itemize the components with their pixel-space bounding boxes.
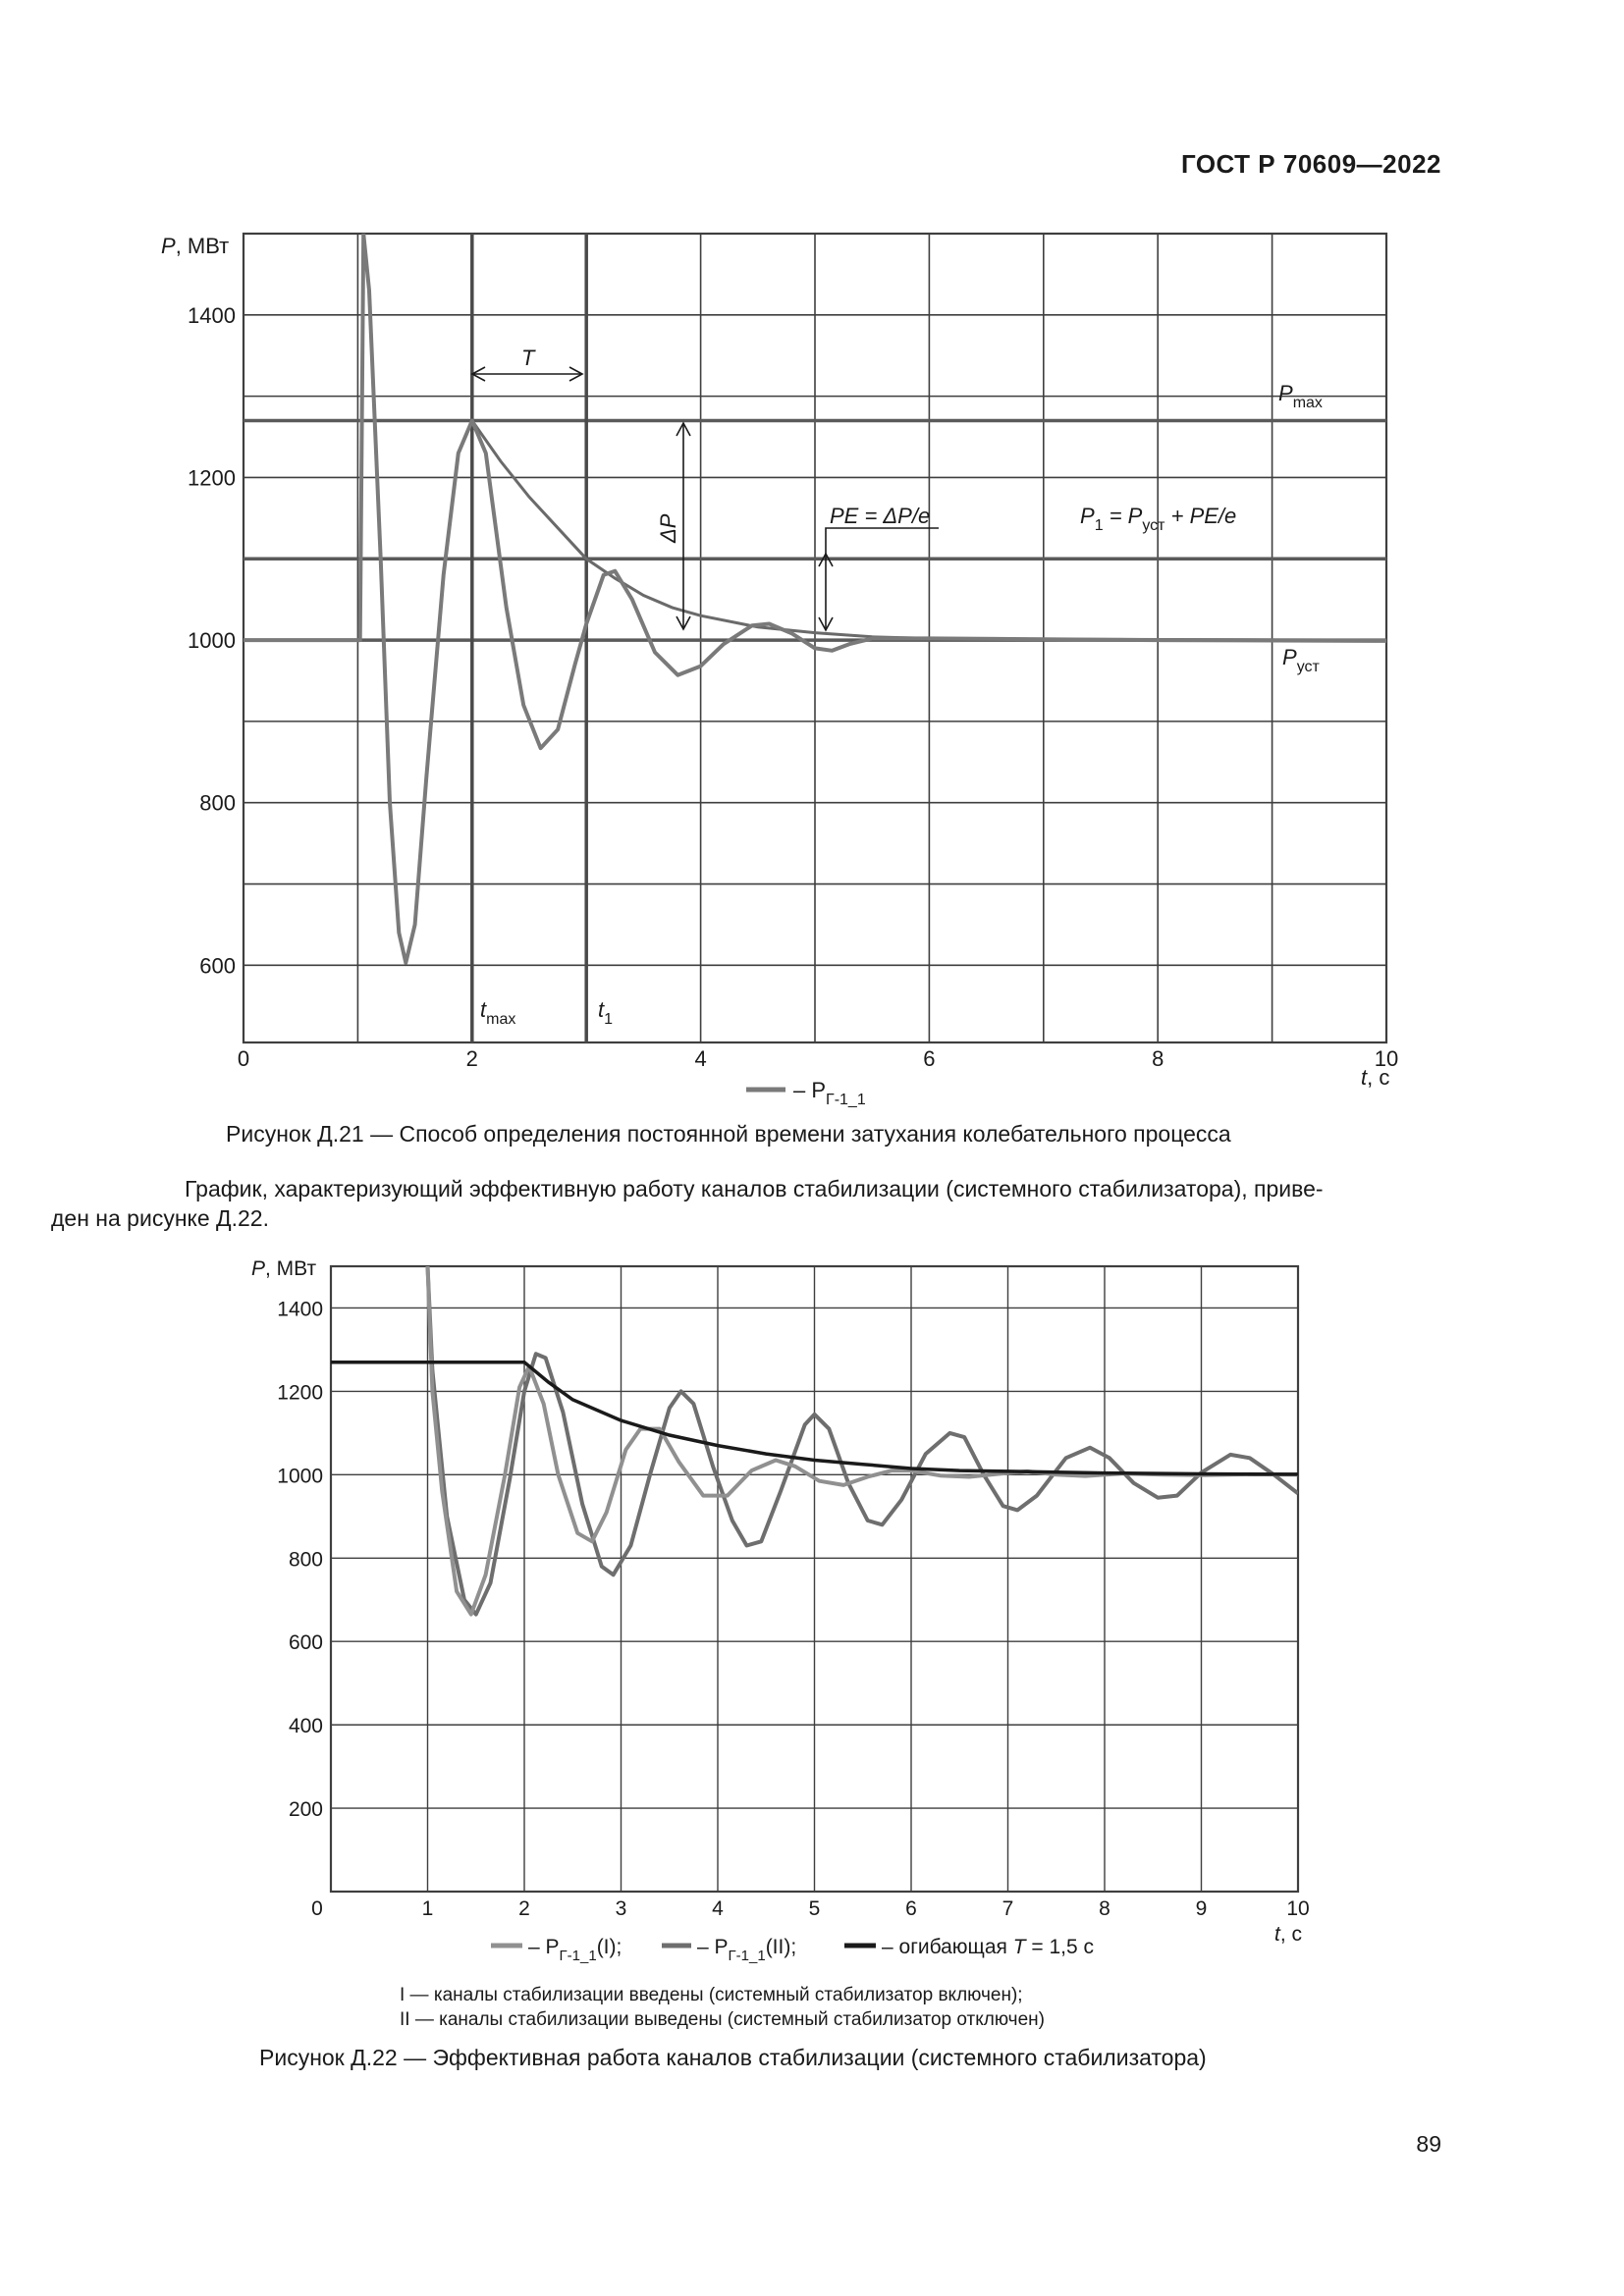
pust-label: $P_{уст}$ [1282,645,1320,675]
chart2-y-tick-label: 800 [288,1548,323,1572]
chart2-legend [491,1936,1094,1964]
pmax-label: $P_{max}$ [1278,381,1323,411]
series-i-curve [428,1266,1299,1615]
figure-d22-chart [0,1237,1624,1983]
legend-label-series-ii: – $P_{Г-1\_1}(II)$; [697,1936,797,1964]
figure-d21-chart [0,0,1624,1119]
chart2-y-tick-label: 600 [288,1631,323,1655]
chart1-y-tick-label: 1200 [188,465,236,491]
chart2-y-tick-label: 400 [288,1715,323,1738]
chart2-x-tick-label: 8 [1099,1897,1110,1920]
chart2-x-tick-label: 3 [615,1897,627,1920]
t-period-label: T [521,346,535,370]
chart2-x-tick-label: 1 [421,1897,434,1920]
pe-arrow [819,528,939,630]
chart2-x-tick-label: 10 [1286,1897,1310,1920]
chart1-y-tick-label: 1000 [188,628,236,654]
chart2-x-tick-label: 9 [1195,1897,1208,1920]
p1-formula-label: $P_1 = P_{уст} + PE/e$ [1080,504,1237,534]
chart1-x-tick-label: 0 [237,1046,250,1071]
standard-designation: ГОСТ Р 70609—2022 [1180,149,1441,179]
legend-label-series-i: – $P_{Г-1\_1}(I)$; [528,1936,623,1964]
chart1-x-tick-label: 8 [1152,1046,1164,1071]
delta-p-label: ΔP [656,513,680,543]
tmax-label: $t_{max}$ [480,997,516,1028]
chart1-y-tick-label: 600 [199,953,236,979]
chart2-x-tick-label: 0 [311,1897,323,1920]
chart2-y-axis-title: P, МВт [251,1257,317,1280]
body-paragraph [51,1174,1443,1233]
series-ii-curve [428,1266,1299,1615]
chart2-x-axis-title: t, с [1274,1923,1303,1946]
pe-formula-label: PE = ΔP/e [830,504,931,528]
chart2-y-tick-label: 1200 [277,1381,323,1405]
chart1-legend-label: – $P_{Г-1\_1}$ [793,1078,866,1108]
note-line-ii: II — каналы стабилизации выведены (системный стабилизатор отключен) [400,2009,1045,2030]
legend-label-envelope: – огибающая T = 1,5 с [882,1936,1095,1958]
chart2-x-tick-label: 4 [712,1897,724,1920]
t1-label: $t_1$ [598,997,614,1028]
paragraph-line-1: График, характеризующий эффективную работу каналов стабилизации (системного стабилизатора), приве- [185,1176,1324,1201]
chart1-y-tick-label: 1400 [188,302,236,328]
chart2-y-tick-label: 1000 [277,1465,323,1488]
note-line-i: I — каналы стабилизации введены (системный стабилизатор включен); [400,1985,1023,2005]
chart2-x-tick-label: 5 [808,1897,821,1920]
chart1-y-axis-title: P, МВт [161,234,230,258]
chart2-y-tick-label: 1400 [277,1298,323,1321]
page-number: 89 [1416,2131,1441,2157]
figure-d21-caption: Рисунок Д.21 — Способ определения постоянной времени затухания колебательного процесса [226,1121,1231,1147]
chart1-tick-labels [188,303,1398,1071]
chart2-x-tick-label: 7 [1001,1897,1014,1920]
chart2-x-tick-label: 6 [905,1897,917,1920]
chart1-x-tick-label: 2 [465,1046,478,1071]
chart1-x-axis-title: t, с [1361,1065,1390,1090]
chart2-y-tick-label: 200 [288,1798,323,1822]
chart1-y-tick-label: 800 [199,790,236,816]
chart2-x-tick-label: 2 [518,1897,530,1920]
chart1-x-tick-label: 10 [1374,1046,1399,1071]
figure-d22-caption: Рисунок Д.22 — Эффективная работа каналов стабилизации (системного стабилизатора) [259,2045,1207,2070]
chart1-x-tick-label: 4 [694,1046,707,1071]
chart2-grid [331,1266,1298,1892]
paragraph-line-2: ден на рисунке Д.22. [51,1205,269,1231]
chart1-x-tick-label: 6 [923,1046,936,1071]
